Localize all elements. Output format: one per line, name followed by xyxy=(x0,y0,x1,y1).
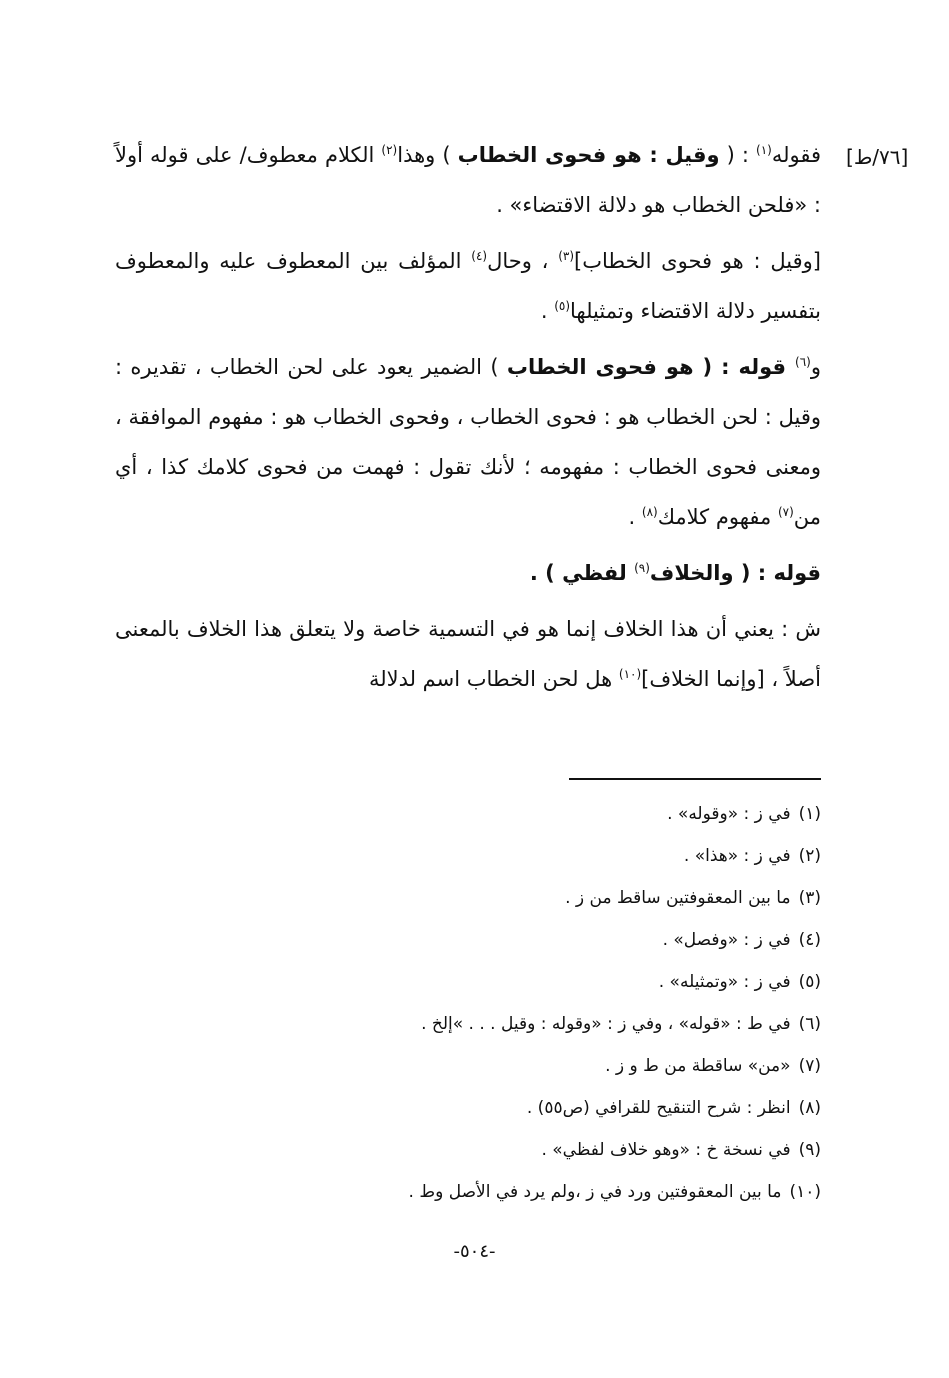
footnote xyxy=(301,1087,821,1129)
margin-folio-note: [٧٦/ط] xyxy=(846,145,909,169)
text-run: و xyxy=(810,355,821,379)
footnote-number: (٨) xyxy=(798,1098,821,1118)
footnote xyxy=(301,1003,821,1045)
footnote-text: في ز : «وتمثيله» . xyxy=(658,972,791,992)
text-run: : ( xyxy=(719,143,757,167)
footnote-marker: (٦) xyxy=(795,355,811,369)
footnote-number: (٦) xyxy=(798,1014,821,1034)
footnote xyxy=(301,1045,821,1087)
text-run: ) الضمير يعود على لحن الخطاب ، تقديره : وقيل : لحن الخطاب هو : فحوى الخطاب ، وفحوى الخطاب هو : مفهوم الموافقة ، ومعنى فحوى الخطاب : مفهومه ؛ لأنك تقول : فهمت من فحوى كلامك كذا ، أي من xyxy=(115,355,821,529)
footnote-text: في ط : «قوله» ، وفي ز : «وقوله : وقيل . . . »إلخ . xyxy=(421,1014,791,1034)
footnote-text: في ز : «هذا» . xyxy=(683,846,791,866)
quoted-text-bold: قوله : ( والخلاف xyxy=(649,561,821,585)
text-run: ) وهذا xyxy=(397,143,458,167)
footnote-number: (٥) xyxy=(798,972,821,992)
footnote-number: (١) xyxy=(798,804,821,824)
paragraph xyxy=(115,130,821,230)
text-run: مفهوم كلامك xyxy=(657,505,778,529)
footnote xyxy=(301,793,821,835)
footnote-marker: (١٠) xyxy=(618,667,642,681)
footnote-marker: (٥) xyxy=(554,299,571,313)
footnote-text: «من» ساقطة من ط و ز . xyxy=(605,1056,791,1076)
footnote xyxy=(301,1171,821,1213)
footnote-number: (٣) xyxy=(798,888,821,908)
footnote xyxy=(301,835,821,877)
quoted-text-bold: وقيل : هو فحوى الخطاب xyxy=(457,143,720,167)
quoted-text-bold: لفظي ) . xyxy=(529,561,635,585)
main-text-body xyxy=(115,130,821,710)
footnote xyxy=(301,961,821,1003)
footnote-marker: (٧) xyxy=(777,505,794,519)
footnote-marker: (١) xyxy=(756,143,772,157)
footnote xyxy=(301,1129,821,1171)
footnotes-list xyxy=(301,793,821,1213)
footnote-text: ما بين المعقوفتين ورد في ز ،ولم يرد في الأصل وط . xyxy=(408,1182,782,1202)
footnote-number: (٢) xyxy=(798,846,821,866)
text-run: [وقيل : هو فحوى الخطاب] xyxy=(574,249,821,273)
footnote-separator xyxy=(569,778,821,780)
footnote-text: في ز : «وقوله» . xyxy=(667,804,791,824)
paragraph xyxy=(115,236,821,336)
footnote-number: (١٠) xyxy=(789,1182,821,1202)
quoted-text-bold: هو فحوى الخطاب xyxy=(506,355,694,379)
text-run: . xyxy=(540,299,555,323)
text-run: ش : يعني أن هذا الخلاف إنما هو في التسمية خاصة ولا يتعلق هذا الخلاف بالمعنى أصلاً ، [وإنما الخلاف] xyxy=(115,617,821,691)
footnote-number: (٩) xyxy=(798,1140,821,1160)
footnote-marker: (٨) xyxy=(641,505,658,519)
footnote-number: (٤) xyxy=(798,930,821,950)
footnote-number: (٧) xyxy=(798,1056,821,1076)
text-run: . xyxy=(628,505,642,529)
footnote-text: ما بين المعقوفتين ساقط من ز . xyxy=(565,888,791,908)
paragraph xyxy=(115,604,821,704)
paragraph xyxy=(115,342,821,542)
footnote-marker: (٣) xyxy=(558,249,575,263)
text-run: فقوله xyxy=(771,143,822,167)
footnote-marker: (٢) xyxy=(381,143,398,157)
text-run: ، وحال xyxy=(487,249,559,273)
footnote-marker: (٩) xyxy=(634,561,650,575)
paragraph xyxy=(115,548,821,598)
text-run: هل لحن الخطاب اسم لدلالة xyxy=(368,667,619,691)
footnote-text: انظر : شرح التنقيح للقرافي (ص٥٥) . xyxy=(526,1098,791,1118)
footnote-text: في ز : «وفصل» . xyxy=(662,930,791,950)
footnote-marker: (٤) xyxy=(471,249,488,263)
text-run: الكلام معطوف/ على قوله أولاً : «فلحن الخطاب هو دلالة الاقتضاء» . xyxy=(115,143,821,217)
footnote xyxy=(301,877,821,919)
quoted-text-bold: قوله : ( xyxy=(693,355,796,379)
page-number: -٥٠٤- xyxy=(453,1241,496,1262)
footnote-text: في نسخة خ : «وهو خلاف لفظي» . xyxy=(541,1140,791,1160)
footnote xyxy=(301,919,821,961)
text-run: المؤلف بين المعطوف عليه والمعطوف بتفسير دلالة الاقتضاء وتمثيلها xyxy=(115,249,821,323)
